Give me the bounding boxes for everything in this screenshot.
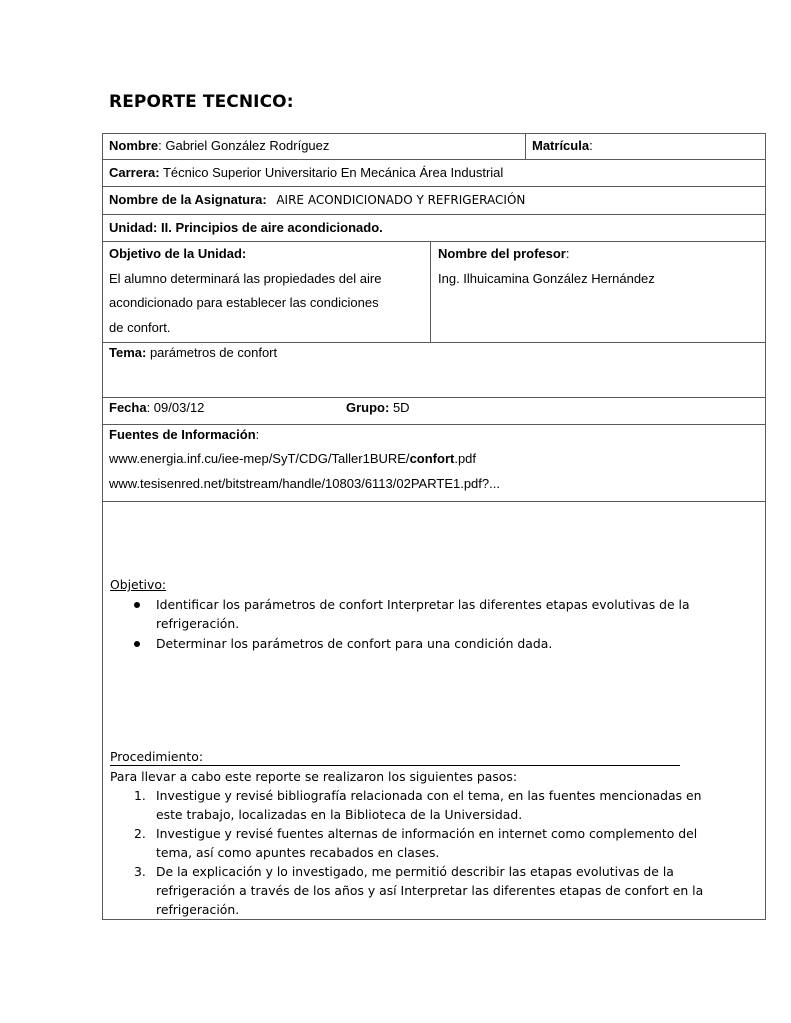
profesor-value: Ing. Ilhuicamina González Hernández <box>438 271 655 286</box>
objetivo-bullet-cont: refrigeración. <box>156 616 240 631</box>
report-table <box>102 133 766 920</box>
tema-value: parámetros de confort <box>146 345 278 360</box>
profesor-row <box>438 246 569 262</box>
step-line: Investigue y revisé bibliografía relacionada con el tema, en las fuentes mencionadas en <box>156 788 702 803</box>
bullet-icon <box>134 641 140 647</box>
carrera-row <box>109 165 503 181</box>
profesor-colon: : <box>565 246 570 261</box>
report-title: REPORTE TECNICO: <box>109 92 294 112</box>
objetivo-unidad-line: El alumno determinará las propiedades del aire <box>109 271 382 286</box>
matricula-value: : <box>589 138 593 153</box>
profesor-label: Nombre del profesor <box>438 246 566 261</box>
objetivo-bullet: Identificar los parámetros de confort Interpretar las diferentes etapas evolutivas de la <box>156 597 690 612</box>
procedimiento-heading: Procedimiento: <box>110 748 680 766</box>
grupo-value: 5D <box>389 400 410 415</box>
tema-label: Tema: <box>109 345 147 360</box>
step-line: este trabajo, localizadas en la Biblioteca de la Universidad. <box>156 807 523 822</box>
grupo-label: Grupo: <box>346 400 390 415</box>
fuentes-link-1-post: .pdf <box>454 451 477 466</box>
carrera-value: Técnico Superior Universitario En Mecánica Área Industrial <box>159 165 504 180</box>
asignatura-row <box>109 192 525 208</box>
objetivo-unidad-label: Objetivo de la Unidad: <box>109 246 247 261</box>
objetivo-bullet: Determinar los parámetros de confort para una condición dada. <box>156 636 553 651</box>
matricula-row <box>532 138 593 154</box>
procedimiento-intro: Para llevar a cabo este reporte se realizaron los siguientes pasos: <box>110 769 518 784</box>
fecha-label: Fecha <box>109 400 147 415</box>
fuentes-row <box>109 427 259 443</box>
fuentes-link-1[interactable] <box>109 451 476 467</box>
objetivo-unidad-line: acondicionado para establecer las condiciones <box>109 295 379 310</box>
nombre-value: : Gabriel González Rodríguez <box>158 138 330 153</box>
step-number: 1. <box>134 788 146 803</box>
objetivo-heading: Objetivo: <box>110 577 167 592</box>
asignatura-value: AIRE ACONDICIONADO Y REFRIGERACIÓN <box>276 193 526 207</box>
step-line: Investigue y revisé fuentes alternas de información en internet como complemento del <box>156 826 698 841</box>
fecha-value: : 09/03/12 <box>146 400 205 415</box>
step-line: refrigeración. <box>156 902 240 917</box>
carrera-label: Carrera: <box>109 165 160 180</box>
fuentes-label: Fuentes de Información <box>109 427 256 442</box>
fecha-row <box>109 400 204 416</box>
fuentes-link-1-bold: confort <box>409 451 455 466</box>
tema-row <box>109 345 277 361</box>
fuentes-link-2[interactable]: www.tesisenred.net/bitstream/handle/10803/6113/02PARTE1.pdf?... <box>109 476 500 491</box>
bullet-icon <box>134 602 140 608</box>
unidad-label: Unidad: II. Principios de aire acondicionado. <box>109 220 383 235</box>
fuentes-colon: : <box>255 427 260 442</box>
step-line: De la explicación y lo investigado, me permitió describir las etapas evolutivas de la <box>156 864 674 879</box>
nombre-row <box>109 138 329 154</box>
fuentes-link-1-pre: www.energia.inf.cu/iee-mep/SyT/CDG/Taller1BURE/ <box>109 451 410 466</box>
step-line: tema, así como apuntes recabados en clases. <box>156 845 440 860</box>
matricula-label: Matrícula <box>532 138 590 153</box>
grupo-row <box>346 400 410 416</box>
step-line: refrigeración a través de los años y así Interpretar las diferentes etapas de confort en la <box>156 883 704 898</box>
step-number: 2. <box>134 826 146 841</box>
step-number: 3. <box>134 864 146 879</box>
asignatura-label: Nombre de la Asignatura: <box>109 192 267 207</box>
objetivo-unidad-line: de confort. <box>109 320 171 335</box>
nombre-label: Nombre <box>109 138 159 153</box>
